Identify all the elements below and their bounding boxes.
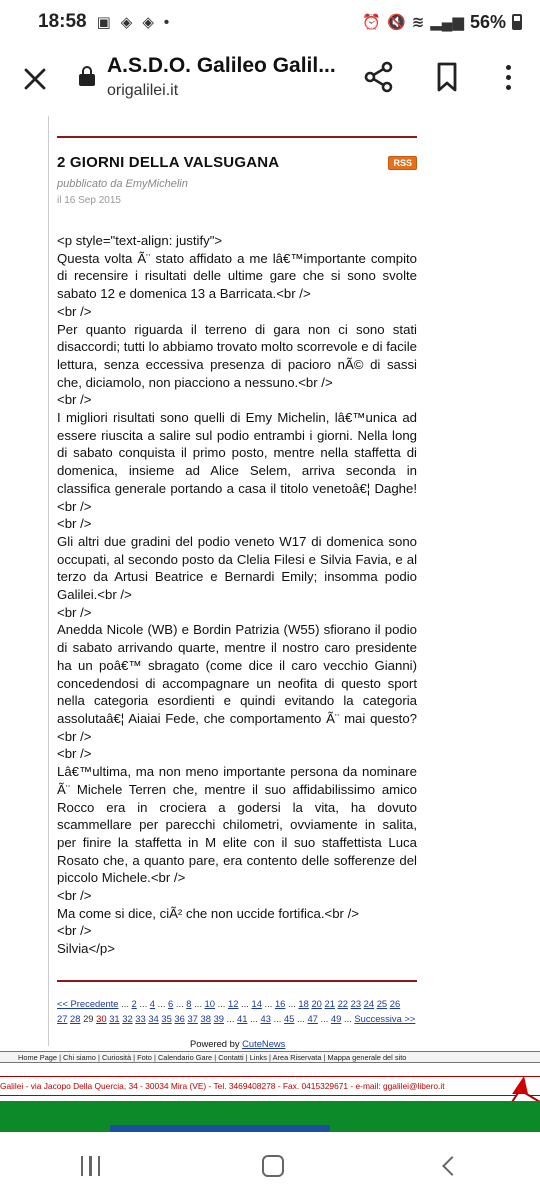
- body-line: Questa volta Ã¨ stato affidato a me lâ€™importante compito di recensire i risultati delle ultime gare che si sono svolte sabato 12 e domenica 13 a Barricata.<br />: [57, 250, 417, 302]
- page-link[interactable]: 30: [96, 1013, 107, 1024]
- body-line: <p style="text-align: justify">: [57, 233, 223, 248]
- article-byline: pubblicato da EmyMichelin: [57, 178, 188, 190]
- page-link[interactable]: 32: [122, 1013, 133, 1024]
- page-url[interactable]: origalilei.it: [107, 82, 179, 99]
- signal-icon: ▂▄▆: [430, 14, 464, 31]
- share-button[interactable]: [362, 60, 396, 94]
- page-link[interactable]: 12: [228, 998, 239, 1009]
- page-link[interactable]: 43: [260, 1013, 271, 1024]
- bookmark-button[interactable]: [432, 60, 462, 94]
- footer-address: Galilei - via Jacopo Della Quercia, 34 - 30034 Mira (VE) - Tel. 3469408278 - Fax. 0415329671 - e-mail: ggalilei@libero.it: [0, 1076, 540, 1096]
- close-tab-button[interactable]: [18, 62, 52, 96]
- page-title[interactable]: A.S.D.O. Galileo Galil...: [107, 54, 336, 77]
- left-divider: [48, 116, 49, 1046]
- page-link[interactable]: 39: [213, 1013, 224, 1024]
- page-link[interactable]: 16: [274, 998, 286, 1009]
- mute-icon: 🔇: [387, 14, 406, 31]
- body-line: <br />: [57, 888, 92, 904]
- page-link[interactable]: 31: [109, 1013, 120, 1024]
- bottom-divider: [57, 980, 417, 982]
- status-time: 18:58: [38, 11, 87, 32]
- footer-banner: [0, 1101, 540, 1132]
- top-divider: [57, 136, 417, 138]
- page-link[interactable]: 22: [337, 998, 348, 1009]
- body-line: <br />: [57, 516, 92, 532]
- more-options-button[interactable]: [496, 60, 520, 94]
- battery-percent: 56%: [469, 11, 506, 32]
- alarm-icon: ⏰: [362, 14, 381, 31]
- powered-by: Powered by CuteNews: [190, 1038, 286, 1049]
- body-line: I migliori risultati sono quelli di Emy Michelin, lâ€™unica ad essere riuscita a salire sul podio entrambi i giorni. Nella long di sabato conquista il primo posto, mentre nella staffetta di domenica, insieme ad Alice Selem, arriva seconda in classifica generale portando a casa il titolo venetoâ€¦ Daghe!<br />: [57, 410, 417, 514]
- body-line: <br />: [57, 923, 92, 939]
- cutenews-link[interactable]: CuteNews: [242, 1038, 286, 1049]
- page-link[interactable]: 47: [307, 1013, 318, 1024]
- page-link[interactable]: 35: [161, 1013, 172, 1024]
- home-button[interactable]: [262, 1155, 284, 1177]
- wifi-icon: ≋: [411, 14, 425, 31]
- pagination-line-1: << Precedente ... 2 ... 4 ... 6 ... 8 ... 10 ... 12 ... 14 ... 16 ... 18 20 21 22 23 24 25 26: [57, 998, 401, 1009]
- web-content[interactable]: [0, 116, 540, 1132]
- page-link[interactable]: 28: [70, 1013, 81, 1024]
- close-icon: [23, 67, 47, 91]
- bookmark-icon: [432, 60, 462, 94]
- page-link[interactable]: 25: [376, 998, 388, 1009]
- body-line: Per quanto riguarda il terreno di gara non ci sono stati disaccordi; tutti lo abbiamo trovato molto scorrevole e di facile lettura, senza eccessiva presenza di pacioro nÃ© di sassi che, diciamolo, non piacciono a nessuno.<br />: [57, 321, 417, 390]
- page-link[interactable]: 45: [283, 1013, 295, 1024]
- more-vert-icon: [506, 65, 511, 70]
- back-button[interactable]: [442, 1156, 462, 1176]
- app-notification-icon: ◈: [120, 14, 133, 31]
- body-line: <br />: [57, 303, 92, 319]
- previous-page-link[interactable]: << Precedente: [57, 998, 119, 1009]
- recents-icon: [81, 1156, 84, 1176]
- news-article: [57, 116, 417, 958]
- page-link[interactable]: 4: [149, 998, 156, 1009]
- page-link[interactable]: 24: [363, 998, 375, 1009]
- page-link[interactable]: 38: [200, 1013, 211, 1024]
- lock-icon[interactable]: [79, 66, 95, 86]
- body-line: Silvia</p>: [57, 941, 115, 957]
- more-notifications-dot-icon: •: [163, 13, 170, 31]
- page-link[interactable]: 26: [389, 998, 401, 1009]
- page-link[interactable]: 2: [131, 998, 137, 1009]
- current-page: 29: [83, 1013, 94, 1024]
- body-line: Anedda Nicole (WB) e Bordin Patrizia (W55) sfiorano il podio di sabato arrivando quarte, mentre il nostro caro presidente ha un poâ€™ sbragato (come dice il caro vecchio Gianni) concedendosi di accompagnare un neofita di questo sport nella categoria esordienti e quindi evitando la categoria assolutaâ€¦ Aiaiai Fede, che comportamento Ã¨ mai questo?<br />: [57, 622, 417, 744]
- page-link[interactable]: 23: [350, 998, 362, 1009]
- page-link[interactable]: 10: [204, 998, 215, 1009]
- body-line: Ma come si dice, ciÃ² che non uccide fortifica.<br />: [57, 905, 359, 921]
- footer-navigation[interactable]: Home Page | Chi siamo | Curiosità | Foto | Calendario Gare | Contatti | Links | Area Riservata | Mappa generale del sito: [0, 1051, 540, 1063]
- body-line: Gli altri due gradini del podio veneto W17 di domenica sono occupati, al secondo posto da Clelia Filesi e Silvia Favia, e al terzo da Artusi Beatrice e Bernardi Emily; insomma podio Galilei.<br />: [57, 533, 417, 603]
- battery-icon: [512, 14, 522, 30]
- body-line: <br />: [57, 604, 92, 620]
- article-title: 2 GIORNI DELLA VALSUGANA: [57, 154, 280, 171]
- body-line: <br />: [57, 746, 92, 762]
- pagination: [57, 996, 417, 1026]
- page-link[interactable]: 36: [174, 1013, 185, 1024]
- page-link[interactable]: 6: [168, 998, 174, 1009]
- browser-toolbar: [0, 44, 540, 116]
- page-link[interactable]: 37: [187, 1013, 198, 1024]
- page-link[interactable]: 14: [251, 998, 262, 1009]
- footer-banner-strip: [110, 1125, 330, 1132]
- page-link[interactable]: 33: [135, 1013, 146, 1024]
- system-navigation-bar: [0, 1132, 540, 1200]
- next-page-link[interactable]: Successiva >>: [354, 1013, 416, 1024]
- page-link[interactable]: 8: [186, 998, 192, 1009]
- page-link[interactable]: 34: [148, 1013, 159, 1024]
- page-link[interactable]: 27: [57, 1013, 68, 1024]
- rss-badge[interactable]: RSS: [388, 156, 417, 170]
- recents-button[interactable]: [81, 1156, 101, 1176]
- body-line: Lâ€™ultima, ma non meno importante persona da nominare Ã¨ Michele Terren che, mentre il suo affidabilissimo amico Rocco era in crociera a godersi la vita, ha dovuto scammellare per parecchi chilometri, ovviamente in salita, per finire la staffetta in M elite con il suo staffettista Luca Rosato che, a quanto pare, era contento delle sofferenze del piccolo Michele.<br />: [57, 764, 417, 886]
- article-body: [57, 232, 417, 958]
- page-link[interactable]: 21: [324, 998, 335, 1009]
- page-link[interactable]: 18: [298, 998, 309, 1009]
- status-bar: [0, 0, 540, 44]
- share-icon: [362, 60, 396, 94]
- app-notification-icon-2: ◈: [142, 14, 154, 31]
- page-link[interactable]: 49: [330, 1013, 342, 1024]
- article-date: il 16 Sep 2015: [57, 195, 121, 206]
- page-link[interactable]: 20: [311, 998, 322, 1009]
- gallery-icon: ▣: [96, 14, 111, 31]
- body-line: <br />: [57, 392, 92, 408]
- pagination-line-2: 27 28 29 30 31 32 33 34 35 36 37 38 39 ... 41 ... 43 ... 45 ... 47 ... 49 ... Successiva >>: [57, 1013, 416, 1024]
- page-link[interactable]: 41: [237, 1013, 248, 1024]
